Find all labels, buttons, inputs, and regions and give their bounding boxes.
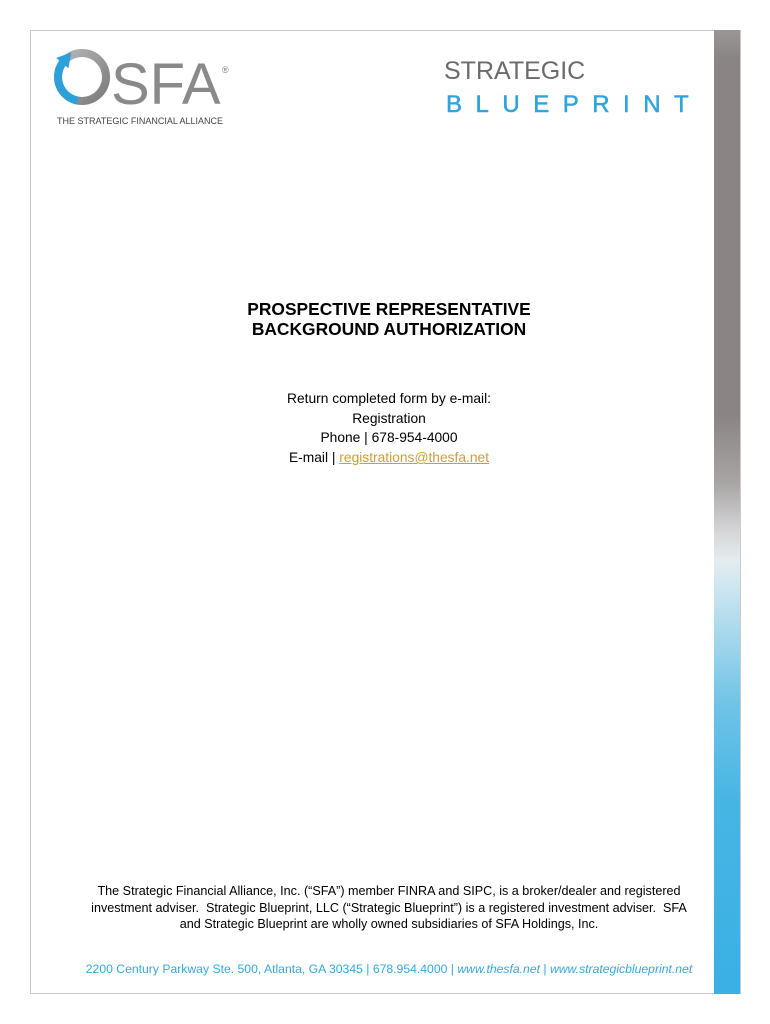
blueprint-logo-line2: BLUEPRINT [446, 91, 703, 118]
blueprint-logo-line1: STRATEGIC [444, 57, 586, 85]
title-line: BACKGROUND AUTHORIZATION [251, 319, 527, 339]
disclaimer-line: and Strategic Blueprint are wholly owned subsidiaries of SFA Holdings, Inc. [179, 917, 599, 931]
sfa-circular-arrow-icon [50, 42, 114, 114]
document-title [48, 299, 730, 339]
street-address: 2200 Century Parkway Ste. 500, Atlanta, GA 30345 [85, 962, 363, 976]
disclaimer-line: The Strategic Financial Alliance, Inc. (“SFA”) member FINRA and SIPC, is a broker/dealer and registered [97, 884, 681, 898]
department-name: Registration [352, 410, 426, 426]
page-border [30, 30, 741, 994]
website-sfa: www.thesfa.net [457, 962, 540, 976]
separator: | [543, 962, 547, 976]
sfa-wordmark: SFA [111, 52, 221, 117]
phone-line: Phone | 678-954-4000 [320, 430, 458, 446]
separator: | [450, 962, 454, 976]
email-line [48, 448, 730, 468]
footer-phone: 678.954.4000 [372, 962, 448, 976]
sfa-tagline: THE STRATEGIC FINANCIAL ALLIANCE [57, 116, 224, 126]
email-label: E-mail | [288, 450, 336, 466]
title-line: PROSPECTIVE REPRESENTATIVE [247, 299, 531, 319]
email-link[interactable]: registrations@thesfa.net [339, 450, 490, 466]
registered-mark: ® [222, 65, 229, 75]
separator: | [366, 962, 370, 976]
disclaimer-line: investment adviser. Strategic Blueprint, LLC (“Strategic Blueprint”) is a registered investment adviser. SFA [91, 900, 687, 915]
disclaimer-paragraph [48, 883, 730, 933]
side-gradient-bar [714, 30, 740, 994]
footer-address-line [48, 962, 730, 977]
website-blueprint: www.strategicblueprint.net [549, 962, 693, 976]
contact-block [48, 389, 730, 468]
return-instruction: Return completed form by e-mail: [287, 391, 491, 406]
